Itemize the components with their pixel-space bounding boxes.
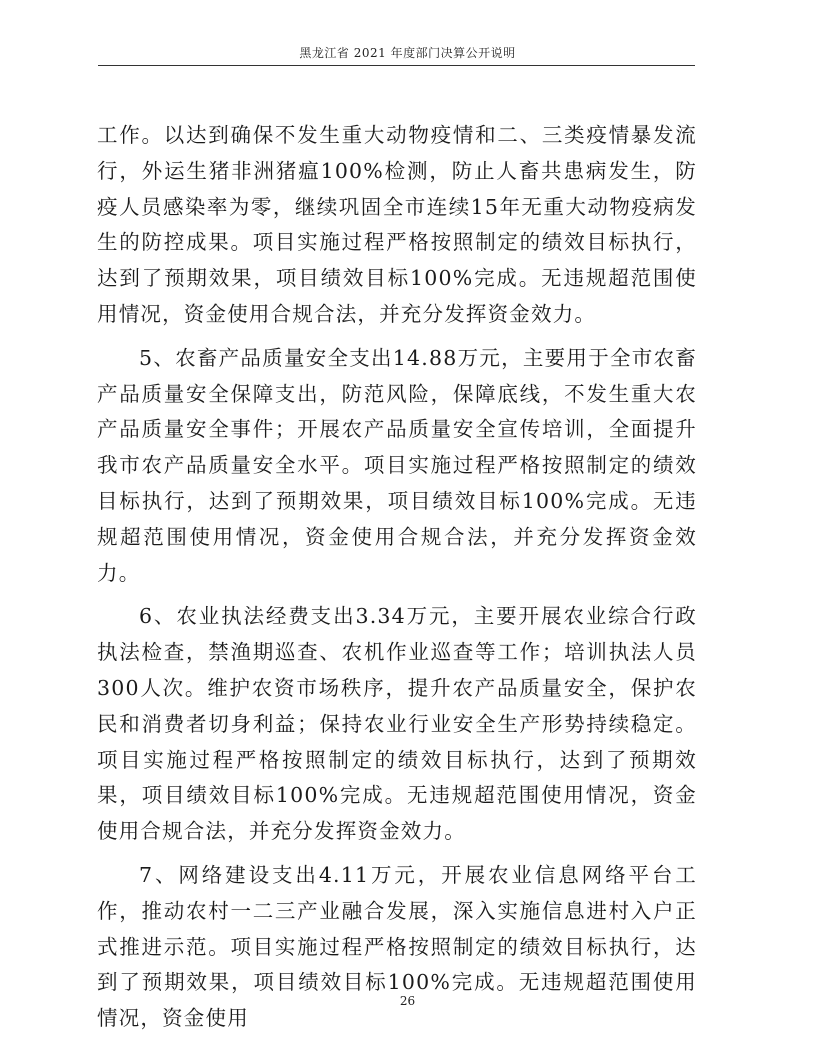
paragraph-item-6: 6、农业执法经费支出3.34万元，主要开展农业综合行政执法检查，禁渔期巡查、农机作业巡查等工作；培训执法人员300人次。维护农资市场秩序，提升农产品质量安全，保护农民和消费者切身利益；保持农业行业安全生产形势持续稳定。项目实施过程严格按照制定的绩效目标执行，达到了预期效果，项目绩效目标100%完成。无违规超范围使用情况，资金使用合规合法，并充分发挥资金效力。 <box>97 604 697 844</box>
page-number: 26 <box>399 994 416 1008</box>
paragraph-item-7: 7、网络建设支出4.11万元，开展农业信息网络平台工作，推动农村一二三产业融合发展，深入实施信息进村入户正式推进示范。项目实施过程严格按照制定的绩效目标执行，达到了预期效果，项目绩效目标100%完成。无违规超范围使用情况，资金使用 <box>97 862 697 1031</box>
paragraph-continued: 工作。以达到确保不发生重大动物疫情和二、三类疫情暴发流行，外运生猪非洲猪瘟100%检测，防止人畜共患病发生，防疫人员感染率为零，继续巩固全市连续15年无重大动物疫病发生的防控成果。项目实施过程严格按照制定的绩效目标执行，达到了预期效果，项目绩效目标100%完成。无违规超范围使用情况，资金使用合规合法，并充分发挥资金效力。 <box>97 123 697 326</box>
header-divider <box>98 65 695 66</box>
page-header-title: 黑龙江省 2021 年度部门决算公开说明 <box>299 46 516 60</box>
paragraph-item-5: 5、农畜产品质量安全支出14.88万元，主要用于全市农畜产品质量安全保障支出，防范风险，保障底线，不发生重大农产品质量安全事件；开展农产品质量安全宣传培训，全面提升我市农产品质量安全水平。项目实施过程严格按照制定的绩效目标执行，达到了预期效果，项目绩效目标100%完成。无违规超范围使用情况，资金使用合规合法，并充分发挥资金效力。 <box>97 345 697 585</box>
document-body <box>97 118 697 1045</box>
